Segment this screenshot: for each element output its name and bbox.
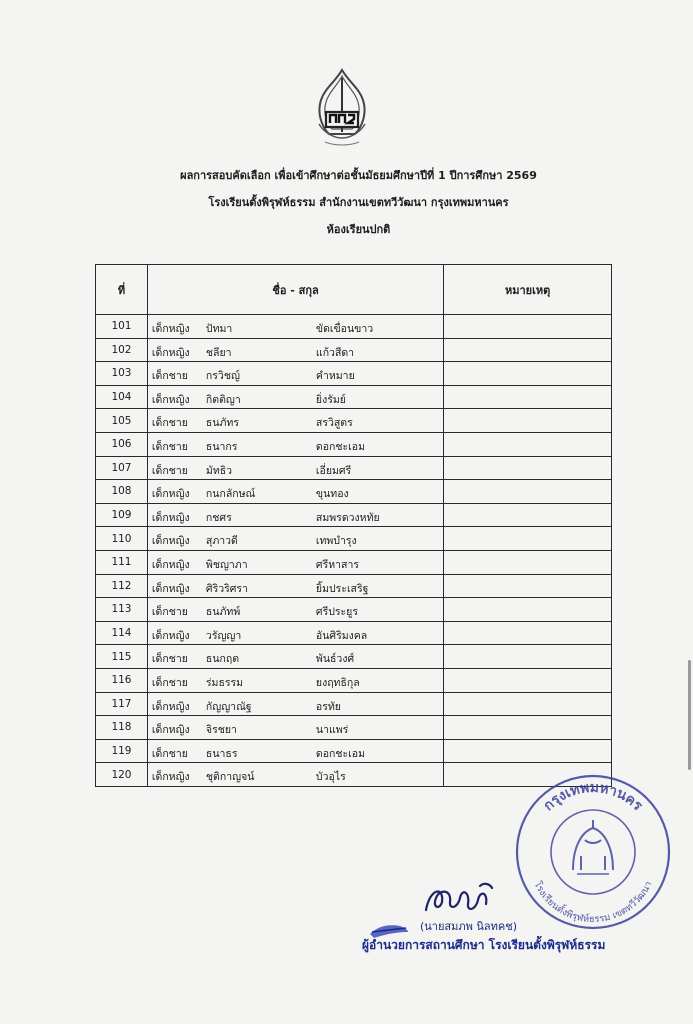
student-title: เด็กหญิง — [151, 629, 190, 642]
table-body — [96, 315, 612, 787]
student-title: เด็กหญิง — [151, 724, 190, 737]
student-name-cell — [147, 315, 443, 339]
student-name-cell — [147, 480, 443, 504]
student-first-name: ธนภัทพ์ — [205, 606, 241, 619]
school-emblem-logo — [311, 68, 373, 150]
remark-cell — [444, 503, 612, 527]
student-title: เด็กชาย — [151, 417, 188, 430]
student-last-name: สรวิสูตร — [315, 417, 353, 430]
official-stamp — [511, 770, 676, 935]
table-row — [96, 598, 612, 622]
row-number: 103 — [96, 362, 148, 386]
row-number: 114 — [96, 621, 148, 645]
student-title: เด็กหญิง — [151, 700, 190, 713]
student-last-name: ขุนทอง — [315, 488, 349, 501]
student-first-name: สุภาวดี — [205, 535, 238, 548]
student-last-name: ขัดเขื่อนขาว — [315, 323, 374, 335]
remark-cell — [444, 621, 612, 645]
table-row — [96, 456, 612, 480]
remark-cell — [444, 668, 612, 692]
student-name-cell — [147, 409, 443, 433]
stamp-top-text: กรุงเทพมหานคร — [540, 779, 646, 815]
student-first-name: ธนกฤต — [205, 653, 240, 666]
row-number: 108 — [96, 480, 148, 504]
remark-cell — [444, 385, 612, 409]
student-first-name: มัทธิว — [205, 464, 233, 477]
table-header-row — [96, 265, 612, 315]
student-last-name: นาแพร่ — [315, 724, 349, 737]
remark-cell — [444, 527, 612, 551]
student-name-cell — [147, 362, 443, 386]
table-row — [96, 739, 612, 763]
table-row — [96, 362, 612, 386]
row-number: 106 — [96, 432, 148, 456]
remark-cell — [444, 480, 612, 504]
remark-cell — [444, 716, 612, 740]
row-number: 117 — [96, 692, 148, 716]
row-number: 105 — [96, 409, 148, 433]
student-last-name: ดอกชะเอม — [315, 440, 365, 453]
student-results-table — [95, 264, 612, 787]
student-title: เด็กชาย — [151, 653, 188, 666]
student-title: เด็กชาย — [151, 370, 188, 383]
row-number: 116 — [96, 668, 148, 692]
student-title: เด็กหญิง — [151, 323, 190, 335]
student-first-name: ธนากร — [205, 440, 238, 453]
student-last-name: สมพรดวงหทัย — [315, 511, 380, 524]
column-header-no: ที่ — [96, 265, 148, 315]
student-title: เด็กชาย — [151, 676, 188, 689]
student-name-cell — [147, 645, 443, 669]
student-name-cell — [147, 574, 443, 598]
remark-cell — [444, 315, 612, 339]
table-row — [96, 409, 612, 433]
student-first-name: กิตติญา — [205, 393, 241, 406]
student-first-name: กัญญาณัฐ — [205, 700, 252, 713]
student-last-name: บัวอุไร — [315, 771, 346, 784]
student-name-cell — [147, 692, 443, 716]
table-row — [96, 574, 612, 598]
student-title: เด็กหญิง — [151, 535, 190, 548]
remark-cell — [444, 409, 612, 433]
row-number: 101 — [96, 315, 148, 339]
column-header-name: ชื่อ - สกุล — [147, 265, 443, 315]
table-row — [96, 385, 612, 409]
table-row — [96, 692, 612, 716]
school-subtitle: โรงเรียนตั้งพิรุฬห์ธรรม สำนักงานเขตทวีวัฒนา กรุงเทพมหานคร — [208, 196, 509, 209]
student-first-name: วรัญญา — [205, 629, 242, 642]
student-first-name: กรวิชญ์ — [205, 370, 240, 383]
row-number: 120 — [96, 763, 148, 787]
student-last-name: ศรีหาสาร — [315, 558, 359, 571]
student-name-cell — [147, 550, 443, 574]
student-name-cell — [147, 456, 443, 480]
student-last-name: คำหมาย — [315, 370, 355, 383]
student-name-cell — [147, 432, 443, 456]
table-row — [96, 338, 612, 362]
student-last-name: แก้วสีดา — [315, 346, 355, 359]
student-last-name: อันศิริมงคล — [315, 629, 368, 642]
student-name-cell — [147, 763, 443, 787]
student-last-name: ดอกชะเอม — [315, 747, 365, 760]
column-header-note: หมายเหตุ — [444, 265, 612, 315]
remark-cell — [444, 338, 612, 362]
student-name-cell — [147, 385, 443, 409]
student-first-name: กนกลักษณ์ — [205, 488, 256, 501]
student-first-name: ร่มธรรม — [205, 676, 244, 689]
student-name-cell — [147, 716, 443, 740]
student-title: เด็กชาย — [151, 747, 188, 760]
student-name-cell — [147, 621, 443, 645]
remark-cell — [444, 598, 612, 622]
row-number: 118 — [96, 716, 148, 740]
scrollbar-thumb[interactable] — [688, 660, 691, 770]
remark-cell — [444, 432, 612, 456]
student-title: เด็กหญิง — [151, 558, 190, 571]
student-name-cell — [147, 739, 443, 763]
announcement-title: ผลการสอบคัดเลือก เพื่อเข้าศึกษาต่อชั้นมัธยมศึกษาปีที่ 1 ปีการศึกษา 2569 — [180, 169, 537, 182]
table-row — [96, 480, 612, 504]
student-last-name: พันธ์วงศ์ — [315, 653, 355, 666]
row-number: 113 — [96, 598, 148, 622]
remark-cell — [444, 739, 612, 763]
row-number: 107 — [96, 456, 148, 480]
remark-cell — [444, 362, 612, 386]
table-row — [96, 668, 612, 692]
table-row — [96, 621, 612, 645]
student-title: เด็กหญิง — [151, 511, 190, 524]
signer-name: (นายสมภพ นิลทคช) — [420, 920, 518, 933]
student-last-name: อรทัย — [315, 700, 341, 713]
table-row — [96, 527, 612, 551]
student-title: เด็กหญิง — [151, 582, 190, 595]
student-last-name: เอี่ยมศรี — [315, 464, 352, 477]
student-last-name: ยงฤทธิกุล — [315, 676, 360, 689]
remark-cell — [444, 645, 612, 669]
row-number: 102 — [96, 338, 148, 362]
row-number: 104 — [96, 385, 148, 409]
row-number: 112 — [96, 574, 148, 598]
row-number: 110 — [96, 527, 148, 551]
student-title: เด็กชาย — [151, 440, 188, 453]
row-number: 111 — [96, 550, 148, 574]
remark-cell — [444, 456, 612, 480]
handwritten-signature — [418, 880, 513, 918]
table-row — [96, 716, 612, 740]
student-title: เด็กหญิง — [151, 346, 190, 359]
student-title: เด็กชาย — [151, 606, 188, 619]
student-title: เด็กชาย — [151, 464, 188, 477]
student-first-name: จิรชยา — [205, 724, 237, 737]
student-title: เด็กหญิง — [151, 393, 190, 406]
table-row — [96, 432, 612, 456]
student-name-cell — [147, 527, 443, 551]
remark-cell — [444, 550, 612, 574]
row-number: 109 — [96, 503, 148, 527]
student-first-name: ปัทมา — [205, 323, 233, 335]
table-row — [96, 550, 612, 574]
student-last-name: ศรีประยูร — [315, 606, 358, 619]
classroom-type: ห้องเรียนปกติ — [326, 223, 391, 236]
stamp-bottom-text: โรงเรียนตั้งพิรุฬห์ธรรม เขตทวีวัฒนา — [531, 879, 655, 926]
student-first-name: ศิริวริศรา — [205, 582, 248, 595]
table-row — [96, 503, 612, 527]
table-row — [96, 315, 612, 339]
table-row — [96, 645, 612, 669]
student-first-name: ธนาธร — [205, 747, 238, 760]
remark-cell — [444, 574, 612, 598]
student-name-cell — [147, 503, 443, 527]
student-first-name: ชุติกาญจน์ — [205, 771, 255, 784]
row-number: 119 — [96, 739, 148, 763]
remark-cell — [444, 692, 612, 716]
student-last-name: ยิ้มประเสริฐ — [315, 582, 369, 595]
student-last-name: ยิ่งรัมย์ — [315, 393, 346, 406]
student-first-name: ธนภัทร — [205, 417, 239, 430]
student-name-cell — [147, 668, 443, 692]
svg-text:โรงเรียนตั้งพิรุฬห์ธรรม เขตทวี — [531, 879, 654, 925]
student-title: เด็กหญิง — [151, 488, 190, 501]
student-first-name: ชลียา — [205, 346, 232, 359]
student-name-cell — [147, 598, 443, 622]
student-first-name: พิชญาภา — [205, 558, 248, 571]
signer-position: ผู้อำนวยการสถานศึกษา โรงเรียนตั้งพิรุฬห์ธรรม — [362, 938, 606, 952]
student-last-name: เทพบำรุง — [315, 535, 357, 548]
row-number: 115 — [96, 645, 148, 669]
student-name-cell — [147, 338, 443, 362]
student-first-name: กชศร — [205, 511, 232, 524]
student-title: เด็กหญิง — [151, 771, 190, 784]
